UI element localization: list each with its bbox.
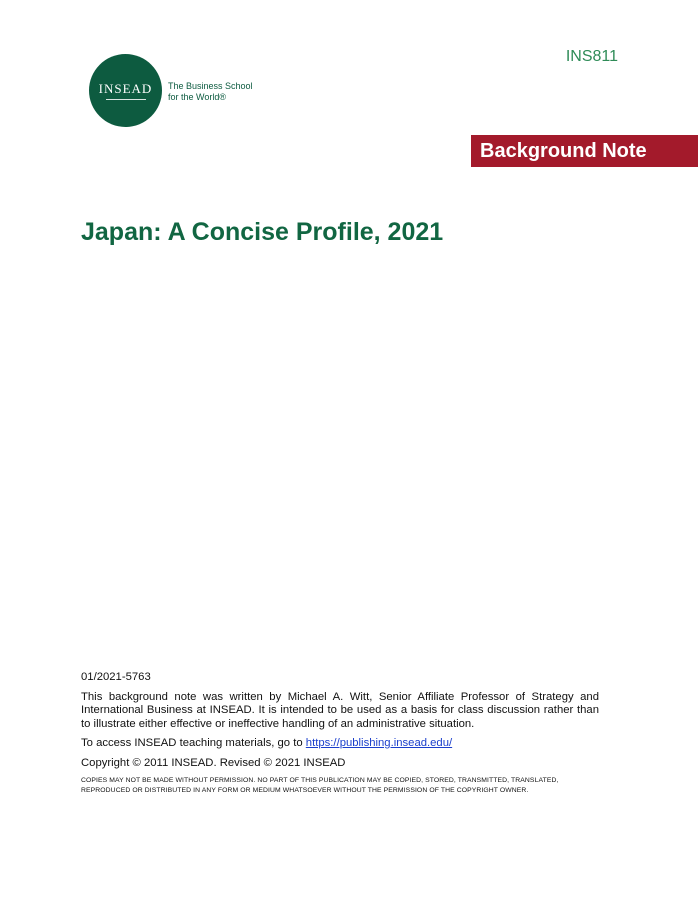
insead-logo xyxy=(89,54,162,127)
document-title: Japan: A Concise Profile, 2021 xyxy=(81,218,444,246)
document-type-badge: Background Note xyxy=(471,135,698,167)
authorship-note: This background note was written by Michael A. Witt, Senior Affiliate Professor of Strategy and International Business at INSEAD. It is intended to be used as a basis for class discussion rather than to illustrate either effective or ineffective handling of an administrative situation. xyxy=(81,690,599,730)
tagline-line-2: for the World® xyxy=(168,92,226,102)
document-code: INS811 xyxy=(565,48,618,65)
logo-underline xyxy=(106,99,146,100)
logo-wordmark: INSEAD xyxy=(98,81,153,96)
tagline-line-1: The Business School xyxy=(168,81,253,91)
logo-tagline xyxy=(168,81,253,103)
access-line xyxy=(81,737,599,751)
copyright-line: Copyright © 2011 INSEAD. Revised © 2021 INSEAD xyxy=(81,756,346,769)
publishing-link[interactable]: https://publishing.insead.edu/ xyxy=(305,737,453,749)
reference-number: 01/2021-5763 xyxy=(81,671,151,683)
footer-block xyxy=(81,671,599,802)
access-text: To access INSEAD teaching materials, go to xyxy=(81,737,306,749)
permission-notice: COPIES MAY NOT BE MADE WITHOUT PERMISSION. NO PART OF THIS PUBLICATION MAY BE COPIED, STORED, TRANSMITTED, TRANSLATED, REPRODUCED OR DISTRIBUTED IN ANY FORM OR MEDIUM WHATSOEVER WITHOUT THE PERMISSION OF THE COPYRIGHT OWNER. xyxy=(81,777,559,794)
